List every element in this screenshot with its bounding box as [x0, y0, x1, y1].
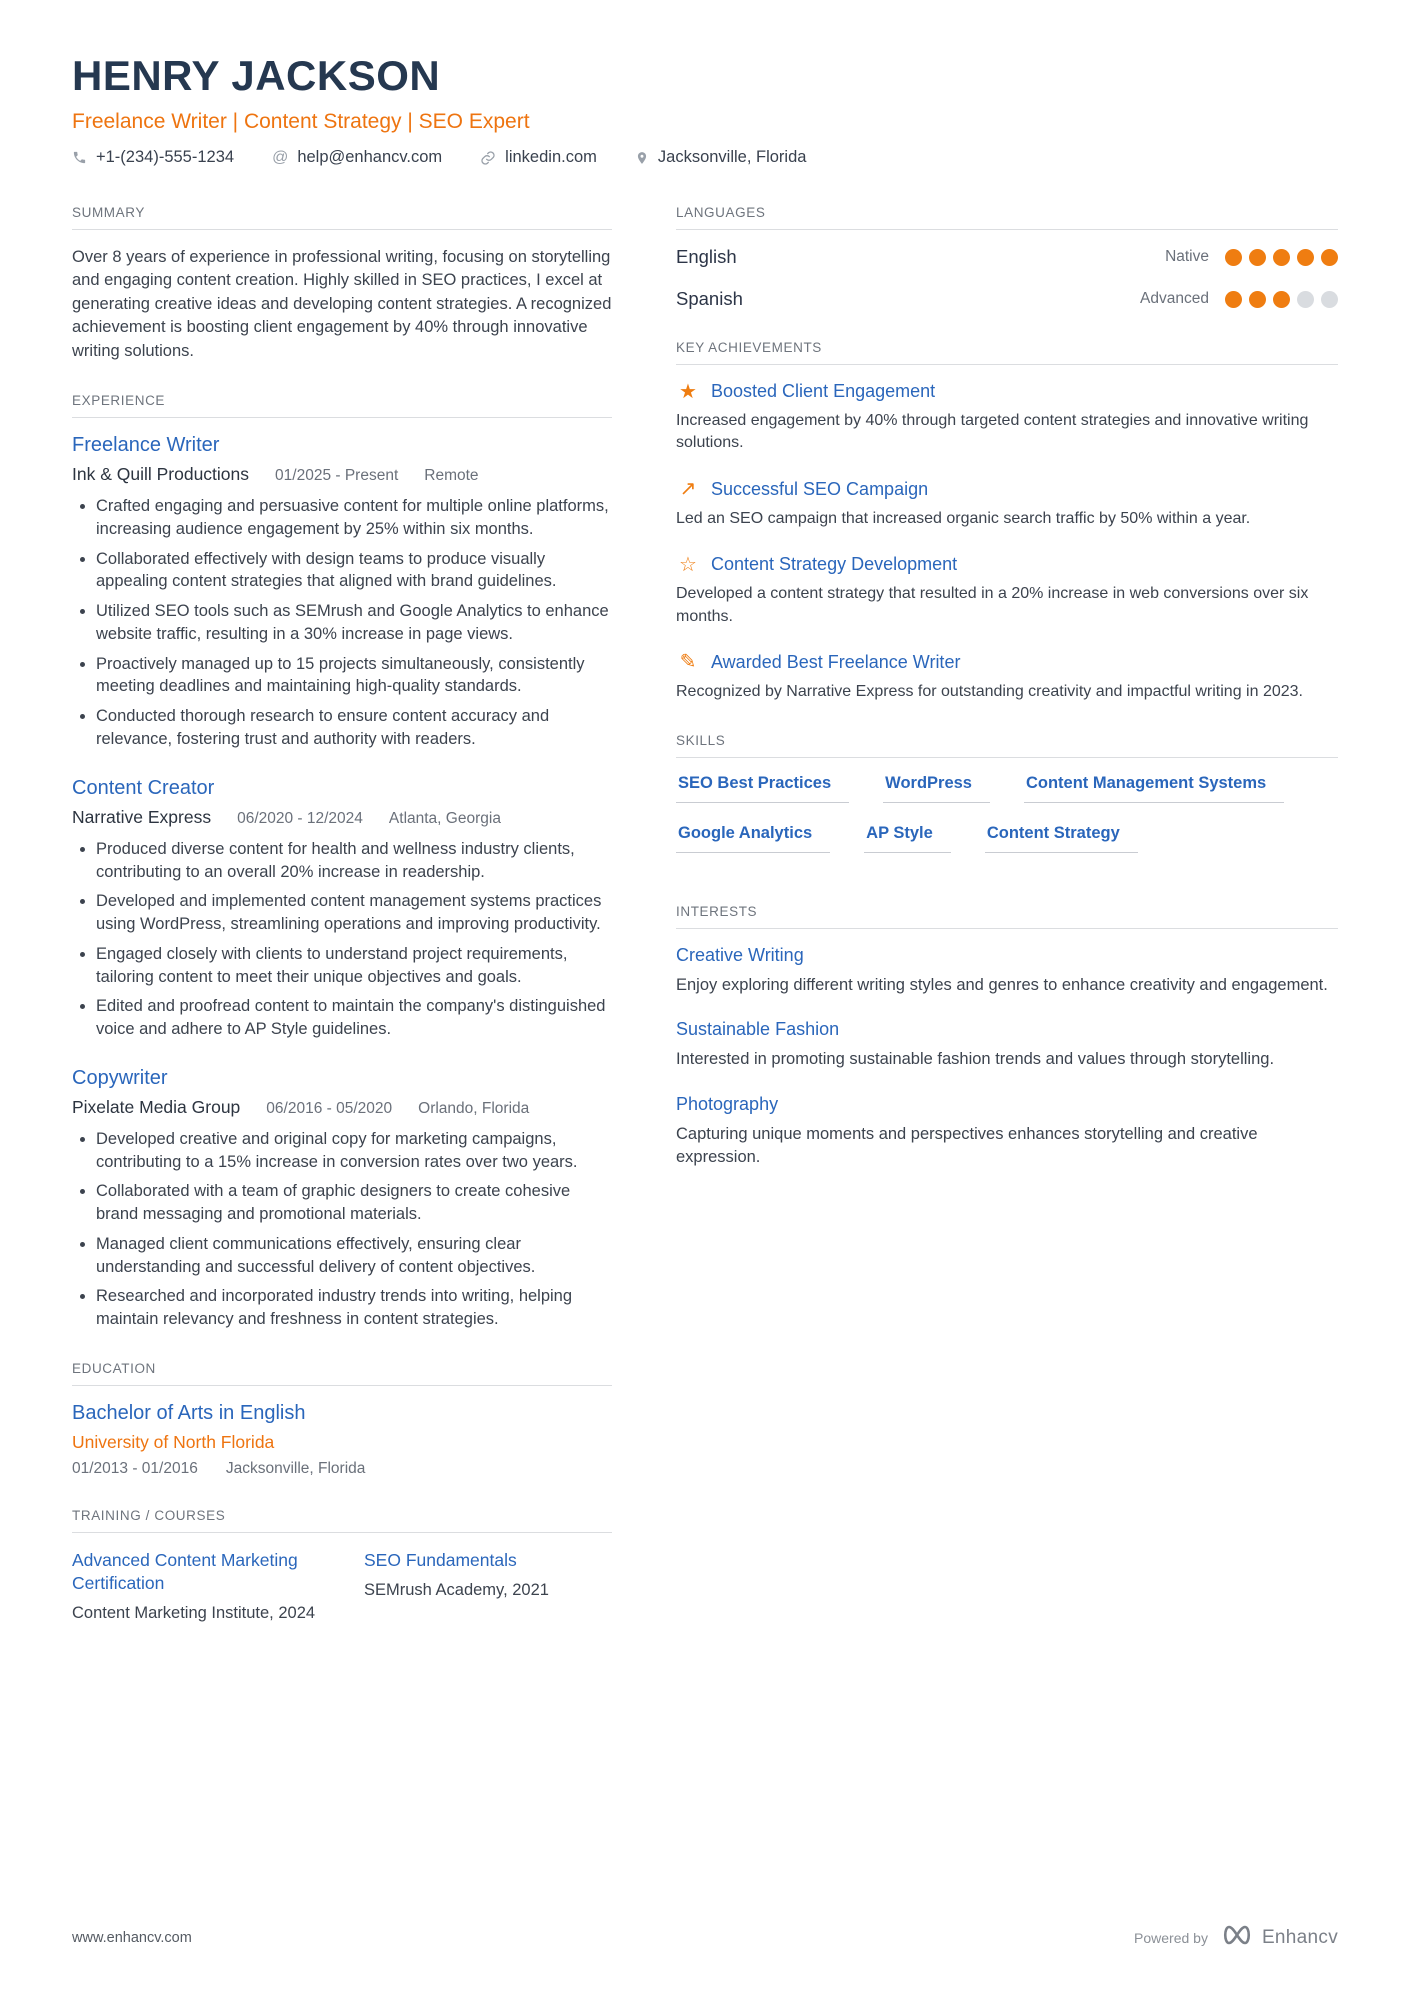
interest-entry: [676, 1019, 1338, 1071]
job-location: Orlando, Florida: [418, 1099, 530, 1117]
job-title: Freelance Writer: [72, 434, 220, 457]
achievement-text: Recognized by Narrative Express for outstanding creativity and impactful writing in 2023.: [676, 682, 1303, 700]
page-footer: [72, 1924, 1338, 1951]
achievements-section: [676, 340, 1338, 703]
rating-dot-empty: [1321, 291, 1338, 308]
bullet-item: • Collaborated with a team of graphic designers to create cohesive brand messaging and promotional materials.: [96, 1180, 612, 1226]
education-dates: 01/2013 - 01/2016: [72, 1460, 198, 1478]
achievement-entry: [676, 554, 1338, 628]
brand-name: Enhancv: [1261, 1926, 1338, 1948]
person-headline: Freelance Writer | Content Strategy | SEO Expert: [72, 110, 530, 133]
skills-section: [676, 733, 1338, 874]
achievement-entry: [676, 652, 1338, 703]
left-column: [72, 205, 612, 1654]
achievement-title: Boosted Client Engagement: [711, 381, 936, 401]
skill-tag: Google Analytics: [676, 824, 830, 853]
job-company: Narrative Express: [72, 806, 212, 827]
languages-heading: LANGUAGES: [676, 205, 1338, 230]
job-entry: [72, 434, 612, 751]
language-name: Spanish: [676, 288, 743, 309]
course-entry: [72, 1549, 320, 1624]
trending-up-icon: ↗: [679, 478, 697, 501]
job-location: Remote: [424, 467, 479, 485]
achievement-title: Successful SEO Campaign: [711, 478, 929, 499]
bullet-item: • Managed client communications effectively, ensuring clear understanding and successful delivery of content objectives.: [96, 1233, 612, 1279]
right-column: [676, 205, 1338, 1654]
star-burst-icon: ★: [679, 380, 697, 403]
course-title: SEO Fundamentals: [364, 1550, 517, 1571]
education-heading: EDUCATION: [72, 1361, 612, 1386]
interests-heading: INTERESTS: [676, 904, 1338, 929]
job-title: Content Creator: [72, 776, 215, 799]
infinity-heart-icon: [1220, 1924, 1254, 1951]
email-icon: @: [272, 148, 289, 166]
languages-section: [676, 205, 1338, 310]
skill-tag: AP Style: [864, 824, 951, 853]
phone-text: +1-(234)-555-1234: [96, 148, 235, 166]
course-entry: [364, 1549, 612, 1624]
job-bullets: [72, 838, 612, 1041]
achievement-title: Awarded Best Freelance Writer: [711, 651, 961, 672]
experience-heading: EXPERIENCE: [72, 393, 612, 418]
experience-section: [72, 393, 612, 1331]
degree-title: Bachelor of Arts in English: [72, 1402, 306, 1425]
location-pin-icon: [635, 150, 649, 166]
resume-header: [72, 52, 1338, 167]
achievement-title: Content Strategy Development: [711, 554, 958, 575]
education-meta: [72, 1460, 612, 1478]
website-contact[interactable]: [480, 148, 597, 167]
interest-text: Interested in promoting sustainable fashion trends and values through storytelling.: [676, 1050, 1275, 1069]
interest-text: Capturing unique moments and perspectives enhances storytelling and creative expression.: [676, 1124, 1258, 1166]
language-row: [676, 246, 1338, 268]
skills-list: [676, 774, 1338, 874]
interest-title: Photography: [676, 1093, 779, 1114]
interest-entry: [676, 1094, 1338, 1169]
course-title: Advanced Content Marketing Certification: [72, 1550, 298, 1593]
bullet-item: • Developed creative and original copy for marketing campaigns, contributing to a 15% increase in conversion rates over two years.: [96, 1128, 612, 1174]
job-company: Ink & Quill Productions: [72, 464, 250, 485]
bullet-item: • Crafted engaging and persuasive content for multiple online platforms, increasing audience engagement by 25% within six months.: [96, 495, 612, 541]
rating-dot-empty: [1297, 291, 1314, 308]
rating-dot-filled: [1249, 249, 1266, 266]
language-level: Advanced: [1140, 290, 1209, 307]
skill-tag: WordPress: [883, 774, 990, 803]
summary-heading: SUMMARY: [72, 205, 612, 230]
enhancv-logo[interactable]: [1220, 1924, 1338, 1951]
course-provider: Content Marketing Institute, 2024: [72, 1603, 316, 1622]
education-section: [72, 1361, 612, 1478]
school-name: University of North Florida: [72, 1432, 275, 1453]
achievement-text: Increased engagement by 40% through targeted content strategies and innovative writing solutions.: [676, 412, 1309, 452]
interest-text: Enjoy exploring different writing styles and genres to enhance creativity and engagement.: [676, 976, 1328, 995]
job-dates: 06/2016 - 05/2020: [266, 1099, 393, 1117]
powered-by: [1134, 1924, 1338, 1951]
star-outline-icon: ☆: [679, 553, 697, 576]
course-list: [72, 1549, 612, 1624]
bullet-item: • Researched and incorporated industry trends into writing, helping maintain relevancy and freshness in content strategies.: [96, 1285, 612, 1331]
skill-tag: SEO Best Practices: [676, 774, 849, 803]
bullet-item: • Collaborated effectively with design teams to produce visually appealing content strategies that aligned with brand guidelines.: [96, 548, 612, 594]
job-bullets: [72, 1128, 612, 1331]
education-location: Jacksonville, Florida: [225, 1460, 366, 1478]
rating-dot-filled: [1249, 291, 1266, 308]
bullet-item: • Developed and implemented content management systems practices using WordPress, streamlining operations and improving productivity.: [96, 890, 612, 936]
language-rating-dots: [1225, 249, 1338, 266]
job-meta: [72, 1097, 612, 1118]
course-provider: SEMrush Academy, 2021: [364, 1580, 549, 1599]
job-title: Copywriter: [72, 1066, 168, 1089]
job-dates: 01/2025 - Present: [275, 467, 399, 485]
footer-website-link[interactable]: www.enhancv.com: [72, 1929, 192, 1946]
language-name: English: [676, 246, 737, 267]
language-rating-dots: [1225, 291, 1338, 308]
bullet-item: • Edited and proofread content to maintain the company's distinguished voice and adhere to AP Style guidelines.: [96, 995, 612, 1041]
contact-row: [72, 148, 1338, 167]
job-bullets: [72, 495, 612, 751]
summary-section: [72, 205, 612, 363]
interest-title: Sustainable Fashion: [676, 1019, 840, 1040]
website-text: linkedin.com: [505, 148, 597, 166]
achievement-entry: [676, 479, 1338, 530]
rating-dot-filled: [1321, 249, 1338, 266]
bullet-item: • Engaged closely with clients to understand project requirements, tailoring content to meet their unique objectives and goals.: [96, 943, 612, 989]
bullet-item: • Utilized SEO tools such as SEMrush and Google Analytics to enhance website traffic, resulting in a 30% increase in page views.: [96, 600, 612, 646]
bullet-item: • Conducted thorough research to ensure content accuracy and relevance, fostering trust and authority with readers.: [96, 705, 612, 751]
person-name: HENRY JACKSON: [72, 52, 441, 99]
bullet-item: • Proactively managed up to 15 projects simultaneously, consistently meeting deadlines and maintaining high-quality standards.: [96, 653, 612, 699]
job-location: Atlanta, Georgia: [388, 809, 501, 827]
interest-entry: [676, 945, 1338, 997]
skills-heading: SKILLS: [676, 733, 1338, 758]
training-section: [72, 1508, 612, 1624]
skill-tag: Content Strategy: [985, 824, 1138, 853]
training-heading: TRAINING / COURSES: [72, 1508, 612, 1533]
rating-dot-filled: [1225, 249, 1242, 266]
location-contact: [635, 148, 807, 167]
job-company: Pixelate Media Group: [72, 1096, 241, 1117]
location-text: Jacksonville, Florida: [657, 148, 807, 166]
phone-icon: [72, 150, 87, 165]
rating-dot-filled: [1273, 291, 1290, 308]
link-icon: [480, 150, 496, 166]
email-contact[interactable]: [272, 148, 442, 167]
summary-text: Over 8 years of experience in professional writing, focusing on storytelling and engaging content creation. Highly skilled in SEO practices, I excel at generating creative ideas and developing content strategies. A recognized achievement is boosting client engagement by 40% through innovative writing solutions.: [72, 248, 612, 360]
achievement-text: Developed a content strategy that resulted in a 20% increase in web conversions over six months.: [676, 585, 1309, 625]
interests-section: [676, 904, 1338, 1168]
phone-contact[interactable]: [72, 148, 234, 167]
job-meta: [72, 464, 612, 485]
interest-title: Creative Writing: [676, 945, 804, 966]
bullet-item: • Produced diverse content for health and wellness industry clients, contributing to an overall 20% increase in readership.: [96, 838, 612, 884]
achievement-entry: [676, 381, 1338, 455]
powered-by-label: Powered by: [1134, 1929, 1208, 1946]
language-row: [676, 288, 1338, 310]
rating-dot-filled: [1273, 249, 1290, 266]
job-dates: 06/2020 - 12/2024: [237, 809, 363, 827]
job-entry: [72, 777, 612, 1041]
job-meta: [72, 807, 612, 828]
rating-dot-filled: [1297, 249, 1314, 266]
achievements-heading: KEY ACHIEVEMENTS: [676, 340, 1338, 365]
job-entry: [72, 1067, 612, 1331]
skill-tag: Content Management Systems: [1024, 774, 1284, 803]
achievement-text: Led an SEO campaign that increased organic search traffic by 50% within a year.: [676, 509, 1251, 527]
email-text: help@enhancv.com: [297, 148, 443, 166]
language-level: Native: [1165, 248, 1209, 265]
rating-dot-filled: [1225, 291, 1242, 308]
pen-icon: ✎: [679, 651, 697, 674]
